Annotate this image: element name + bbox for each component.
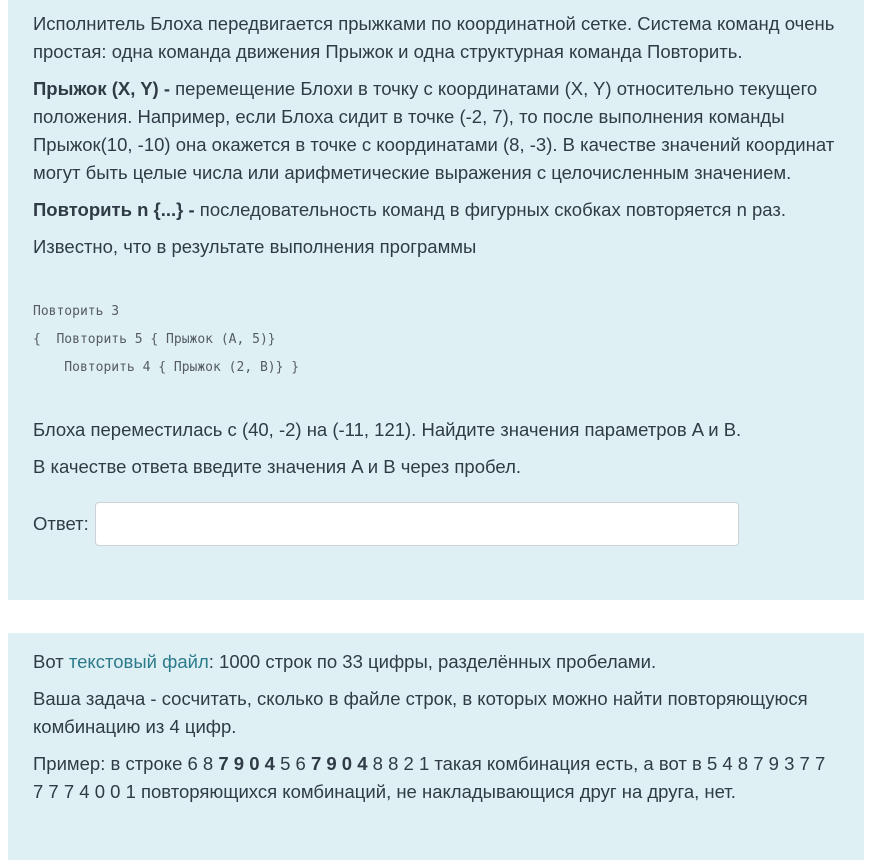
task-intro: Исполнитель Блоха передвигается прыжками по координатной сетке. Система команд очень простая: одна команда движения Прыжок и одна структурная команда Повторить. [33,13,835,62]
repeat-command-text: последовательность команд в фигурных скобках повторяется n раз. [194,199,787,220]
jump-command-text: перемещение Блохи в точку с координатами (X, Y) относительно текущего положения. Например, если Блоха сидит в точке (-2, 7), то после выполнения команды Прыжок(10, -10) она окажется в точке с координатами (8, -3). В качестве значений координат могут быть целые числа или арифметические выражения с целочисленным значением. [33,78,835,183]
repeat-command-term: Повторить n {...} - [33,199,195,220]
code-line: Повторить 3 [33,304,120,319]
answer-format-hint: В качестве ответа введите значения A и B через пробел. [33,456,522,477]
program-intro: Известно, что в результате выполнения программы [33,236,477,257]
file-prefix: Вот [33,651,69,672]
movement-statement: Блоха переместилась с (40, -2) на (-11, 121). Найдите значения параметров A и B. [33,419,742,440]
answer-input[interactable] [95,502,739,546]
task-statement: Ваша задача - сосчитать, сколько в файле строк, в которых можно найти повторяющуюся комбинацию из 4 цифр. [33,688,808,737]
file-description [33,648,838,676]
jump-command-term: Прыжок (X, Y) - [33,78,170,99]
example-prefix: Пример: в строке 6 8 [33,753,219,774]
jump-command-description [33,75,838,187]
repeat-command-description [33,196,838,224]
text-file-link[interactable]: текстовый файл [68,651,209,672]
task-card-digits [8,633,864,860]
answer-label: Ответ: [33,513,89,534]
answer-row [33,502,838,546]
example-statement [33,750,838,806]
example-combo-2: 7 9 0 4 [310,753,368,774]
example-rest: 8 8 2 1 такая комбинация есть, а вот в 5 4 8 7 9 3 7 7 7 7 7 4 0 0 1 повторяющихся комбинаций, не накладывающися друг на друга, нет. [33,753,826,802]
code-line: { Повторить 5 { Прыжок (A, 5)} [33,332,276,347]
example-combo-1: 7 9 0 4 [218,753,275,774]
task-card-flea [8,0,864,600]
program-code [33,298,838,382]
file-suffix: : 1000 строк по 33 цифры, разделённых пробелами. [208,651,657,672]
example-middle: 5 6 [274,753,311,774]
code-line: Повторить 4 { Прыжок (2, B)} } [33,360,300,375]
